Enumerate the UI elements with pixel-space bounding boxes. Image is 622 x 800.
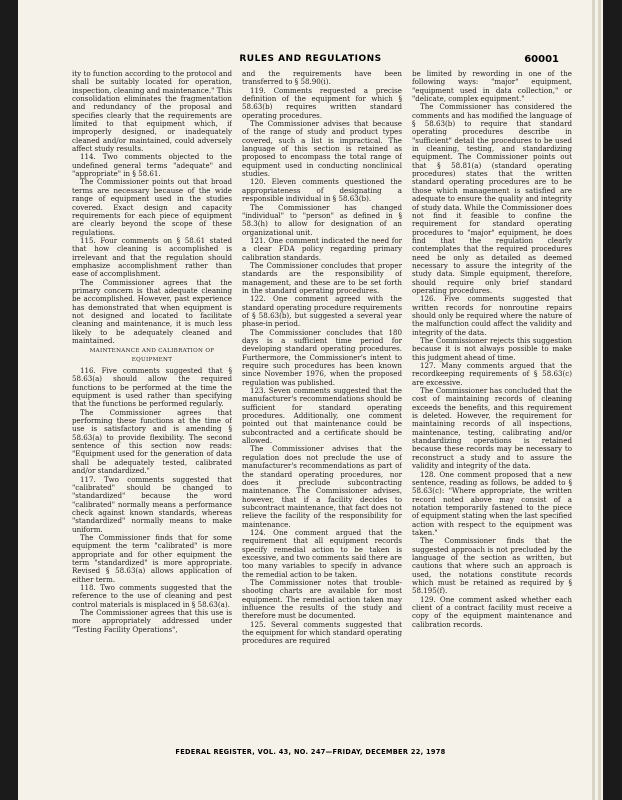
page-stack-edge (598, 0, 601, 800)
document-page (18, 0, 603, 800)
paragraph: The Commissioner notes that trouble-shooting charts are available for most equipment. The remedial action taken may influence the results of the study and therefore must be documented. (242, 577, 402, 621)
text-columns (72, 70, 572, 740)
paragraph: ity to function according to the protocol and shall be suitably located for operation, inspection, cleaning and maintenance." This consolidation eliminates the fragmentation and redundancy of the proposal and specifies clearly that the requirements are limited to that equipment which, if improperly designed, or inadequately cleaned and/or maintained, could adversely affect study results. (72, 70, 232, 154)
paragraph: 118. Two comments suggested that the reference to the use of cleaning and pest control materials is misplaced in § 58.63(a). (72, 582, 232, 609)
page-stack-edge (592, 0, 595, 800)
page-header (18, 54, 603, 68)
paragraph: The Commissioner advises that the regulation does not preclude the use of manufacturer's recommendations as part of the standard operating procedures, nor does it preclude subcontracting maintenance. The Commissioner advises, however, that if a facility decides to subcontract maintenance, that fact does not relieve the facility of the responsibility for maintenance. (242, 444, 402, 529)
column-3 (412, 70, 572, 740)
header-title: RULES AND REGULATIONS (239, 54, 382, 64)
paragraph: The Commissioner has concluded that the cost of maintaining records of cleaning exceeds the benefits, and this requirement is deleted. However, the requirement for maintaining records of all inspections, maintenance, testing, calibrating and/or standardizing operations is retained because these records may be necessary to reconstruct a study and to assure the validity and integrity of the data. (412, 386, 572, 471)
paragraph: be limited by rewording in one of the following ways: "major" equipment, "equipment used in data collection," or "delicate, complex equipment." (412, 70, 572, 104)
paragraph: 120. Eleven comments questioned the appropriateness of designating a responsible individual in § 58.63(b). (242, 177, 402, 204)
page-footer: FEDERAL REGISTER, VOL. 43, NO. 247—FRIDAY, DECEMBER 22, 1978 (175, 748, 446, 756)
paragraph: and the requirements have been transferred to § 58.90(i). (242, 70, 402, 87)
paragraph: The Commissioner agrees that the primary concern is that adequate cleaning be accomplished. However, past experience has demonstrated that when equipment is not designed and located to facilitate cleaning and maintenance, it is much less likely to be adequately cleaned and maintained. (72, 277, 232, 345)
column-1 (72, 70, 232, 740)
paragraph: 117. Two comments suggested that "calibrated" should be changed to "standardized" because the word "calibrated" normally means a performance check against known standards, whereas "standardized" normally means to make uniform. (72, 474, 232, 534)
section-heading: MAINTENANCE AND CALIBRATION OF EQUIPMENT (89, 348, 215, 363)
paragraph: The Commissioner advises that because of the range of study and product types covered, such a list is impractical. The language of this section is retained as proposed to encompass the total range of equipment used in conducting nonclinical studies. (242, 119, 402, 179)
paragraph: 129. One comment asked whether each client of a contract facility must receive a copy of the equipment maintenance and calibration records. (412, 594, 572, 629)
paragraph: The Commissioner agrees that this use is more appropriately addressed under "Testing Facility Operations", (72, 608, 232, 634)
paragraph: 128. One comment proposed that a new sentence, reading as follows, be added to § 58.63(c): "Where appropriate, the written record noted above may consist of a notation temporarily fastened to the piece of equipment stating when the last specified action with respect to the equipment was taken." (412, 469, 572, 537)
paragraph: 125. Several comments suggested that the equipment for which standard operating procedures are required (242, 619, 402, 646)
page-number: 60001 (524, 54, 559, 65)
paragraph: The Commissioner finds that the suggested approach is not precluded by the language of the section as written, but cautions that where such an approach is used, the notations constitute records which must be retained as required by § 58.195(f). (412, 536, 572, 596)
paragraph: 122. One comment agreed with the standard operating procedure requirements of § 58.63(b), but suggested a several year phase-in period. (242, 294, 402, 329)
paragraph: The Commissioner agrees that performing these functions at the time of use is satisfactory and is amending § 58.63(a) to provide flexibility. The second sentence of this section now reads: "Equipment used for the generation of data shall be adequately tested, calibrated and/or standardized." (72, 407, 232, 476)
paragraph: The Commissioner points out that broad terms are necessary because of the wide range of equipment used in the studies covered. Exact design and capacity requirements for each piece of equipment are clearly beyond the scope of these regulations. (72, 177, 232, 237)
paragraph: The Commissioner has considered the comments and has modified the language of § 58.63(b) to require that standard operating procedures describe in "sufficient" detail the procedures to be used in cleaning, testing, and standardizing equipment. The Commissioner points out that § 58.81(a) (standard operating procedures) states that the written standard operating procedures are to be those which management is satisfied are adequate to ensure the quality and integrity of study data. While the Commissioner does not find it feasible to confine the requirement for standard operating procedures to "major" equipment, he does find that the regulation clearly contemplates that the required procedures need be only as detailed as deemed necessary to assure the integrity of the study data. Simple equipment, therefore, should require only brief standard operating procedures. (412, 102, 572, 295)
paragraph: 119. Comments requested a precise definition of the equipment for which § 58.63(b) requires written standard operating procedures. (242, 85, 402, 120)
paragraph: The Commissioner rejects this suggestion because it is not always possible to make this judgment ahead of time. (412, 336, 572, 362)
paragraph: 127. Many comments argued that the recordkeeping requirements of § 58.63(c) are excessive. (412, 361, 572, 387)
paragraph: 116. Five comments suggested that § 58.63(a) should allow the required functions to be performed at the time the equipment is used rather than specifying that the functions be performed regularly. (72, 366, 232, 409)
paragraph: The Commissioner finds that for some equipment the term "calibrated" is more appropriate and for other equipment the term "standardized" is more appropriate. Revised § 58.63(a) allows application of either term. (72, 532, 232, 584)
paragraph: 123. Seven comments suggested that the manufacturer's recommendations should be sufficient for standard operating procedures. Additionally, one comment pointed out that maintenance could be subcontracted and a certificate should be allowed. (242, 386, 402, 446)
paragraph: 114. Two comments objected to the undefined general terms "adequate" and "appropriate" in § 58.61. (72, 152, 232, 179)
paragraph: 126. Five comments suggested that written records for nonroutine repairs should only be required where the nature of the malfunction could affect the validity and integrity of the data. (412, 294, 572, 337)
paragraph: The Commissioner concludes that proper standards are the responsibility of management, and these are to be set forth in the standard operating procedures. (242, 260, 402, 295)
paragraph: 121. One comment indicated the need for a clear FDA policy regarding primary calibration standards. (242, 235, 402, 262)
paragraph: 115. Four comments on § 58.61 stated that how cleaning is accomplished is irrelevant and that the regulation should emphasize accomplishment rather than ease of accomplishment. (72, 235, 232, 279)
paragraph: The Commissioner concludes that 180 days is a sufficient time period for developing standard operating procedures. Furthermore, the Commissioner's intent to require such procedures has been known since November 1976, when the proposed regulation was published. (242, 327, 402, 387)
paragraph: The Commissioner has changed "individual" to "person" as defined in § 58.3(h) to allow for designation of an organizational unit. (242, 202, 402, 237)
paragraph: 124. One comment argued that the requirement that all equipment records specify remedial action to be taken is excessive, and two comments said there are too many variables to specify in advance the remedial action to be taken. (242, 527, 402, 579)
column-2 (242, 70, 402, 740)
